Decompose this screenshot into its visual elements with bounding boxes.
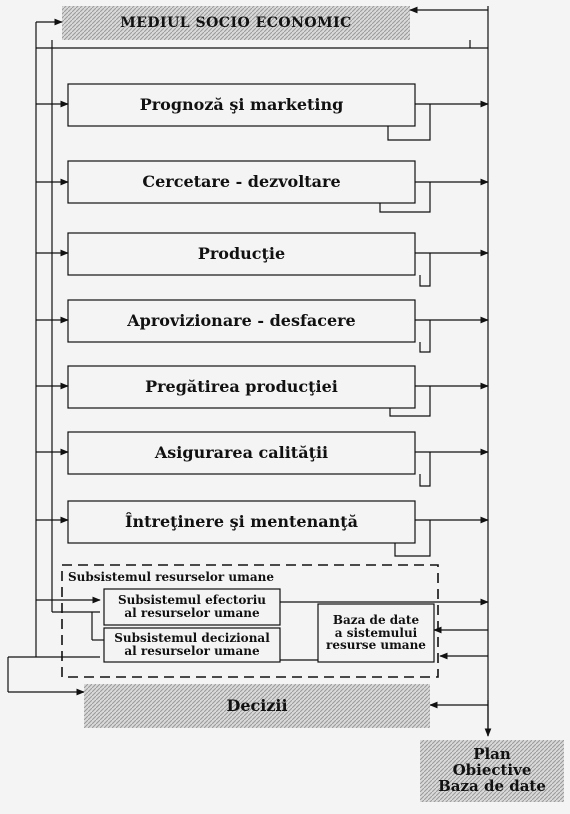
module-label-aprovizionare: Aprovizionare - desfacere bbox=[127, 310, 356, 330]
plan-box bbox=[420, 740, 564, 802]
header-label: MEDIUL SOCIO ECONOMIC bbox=[120, 14, 352, 31]
module-box-aprovizionare bbox=[68, 300, 415, 342]
plan-line-2: Obiective bbox=[452, 761, 532, 780]
efector-line-2: al resurselor umane bbox=[124, 606, 260, 620]
database-line-1: Baza de date bbox=[332, 613, 420, 628]
module-box-productie bbox=[68, 233, 415, 275]
module-label-intretinere: Întreţinere şi mentenanţă bbox=[125, 511, 358, 531]
plan-line-1: Plan bbox=[473, 745, 511, 764]
efector-line-1: Subsistemul efectoriu bbox=[117, 593, 267, 608]
decisions-box bbox=[84, 684, 430, 728]
decisions-label: Decizii bbox=[226, 695, 288, 715]
module-box-pregatire bbox=[68, 366, 415, 408]
efector-box bbox=[104, 589, 280, 625]
plan-line-3: Baza de date bbox=[438, 776, 546, 795]
module-box-calitate bbox=[68, 432, 415, 474]
header-box bbox=[62, 6, 410, 40]
decizional-line-1: Subsistemul decizional bbox=[114, 631, 270, 646]
database-line-2: a sistemului bbox=[334, 625, 418, 640]
module-label-pregatire: Pregătirea producţiei bbox=[145, 376, 338, 396]
decizional-line-2: al resurselor umane bbox=[124, 644, 260, 658]
module-box-cercetare bbox=[68, 161, 415, 203]
database-line-3: resurse umane bbox=[326, 638, 426, 653]
hr-subsystem-title: Subsistemul resurselor umane bbox=[68, 569, 274, 584]
module-label-cercetare: Cercetare - dezvoltare bbox=[142, 171, 341, 191]
module-box-intretinere bbox=[68, 501, 415, 543]
database-box bbox=[318, 604, 434, 662]
module-label-prognoza: Prognoză şi marketing bbox=[139, 94, 344, 114]
decizional-box bbox=[104, 628, 280, 662]
module-box-prognoza bbox=[68, 84, 415, 126]
module-label-productie: Producţie bbox=[197, 243, 286, 263]
module-label-calitate: Asigurarea calităţii bbox=[154, 442, 329, 462]
